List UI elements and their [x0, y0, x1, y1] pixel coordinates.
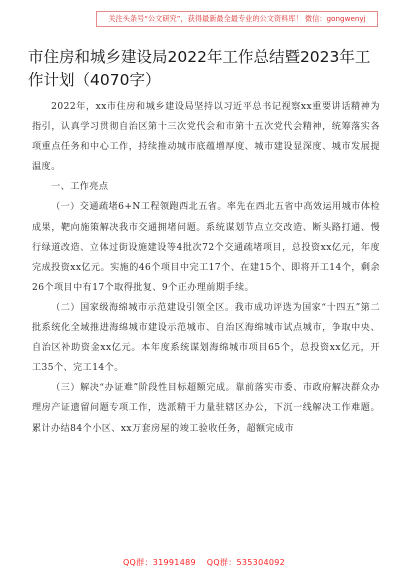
qq-group-2: QQ群：535304092 — [206, 558, 286, 567]
body-paragraph-3: （三）解决“办证难”阶段性目标超额完成。靠前落实市委、市政府解决群众办理房产证遗留问题专项工作，选派精干力量驻辖区办公，下沉一线解决工作难题。累计办结84个小区、xx万套房屋的竣工验收任务，超额完成市 — [32, 383, 380, 434]
promo-banner: 关注头条号“公文研究”，获得最新最全最专业的公文资料库！ 微信：gongwenyj — [96, 11, 378, 27]
body-paragraph-2: （二）国家级海绵城市示范建设引领全区。我市成功评选为国家“十四五”第二批系统化全域推进海绵城市建设示范城市、自治区海绵城市试点城市，争取中央、自治区补助资金xx亿元。本年度系统谋划海绵城市项目65个，总投资xx亿元，开工35个、完工14个。 — [32, 302, 380, 374]
document-body — [32, 97, 380, 439]
section-heading: 一、工作亮点 — [51, 182, 109, 193]
footer-qq-groups — [0, 557, 408, 568]
body-paragraph-1: （一）交通疏堵6+N工程领跑西北五省。率先在西北五省中高效运用城市体检成果，靶向施策解决我市交通拥堵问题。系统谋划节点立交改造、断头路打通、慢行绿道改造、立体过街设施建设等4批次72个交通疏堵项目，总投资xx亿元，年度完成投资xx亿元。实施的46个项目中完工17个、在建15个、即将开工14个，剩余26个项目中有17个取得批复、9个正办理前期手续。 — [32, 202, 380, 293]
document-title: 市住房和城乡建设局2022年工作总结暨2023年工作计划（4070字） — [28, 48, 371, 89]
qq-group-1: QQ群：31991489 — [122, 558, 196, 567]
intro-paragraph: 2022年，xx市住房和城乡建设局坚持以习近平总书记视察xx重要讲话精神为指引，认真学习贯彻自治区第十三次党代会和市第十五次党代会精神，统筹落实各项重点任务和中心工作，持续推动城市底蕴增厚度、城市建设显深度、城市发展提温度。 — [32, 102, 380, 173]
